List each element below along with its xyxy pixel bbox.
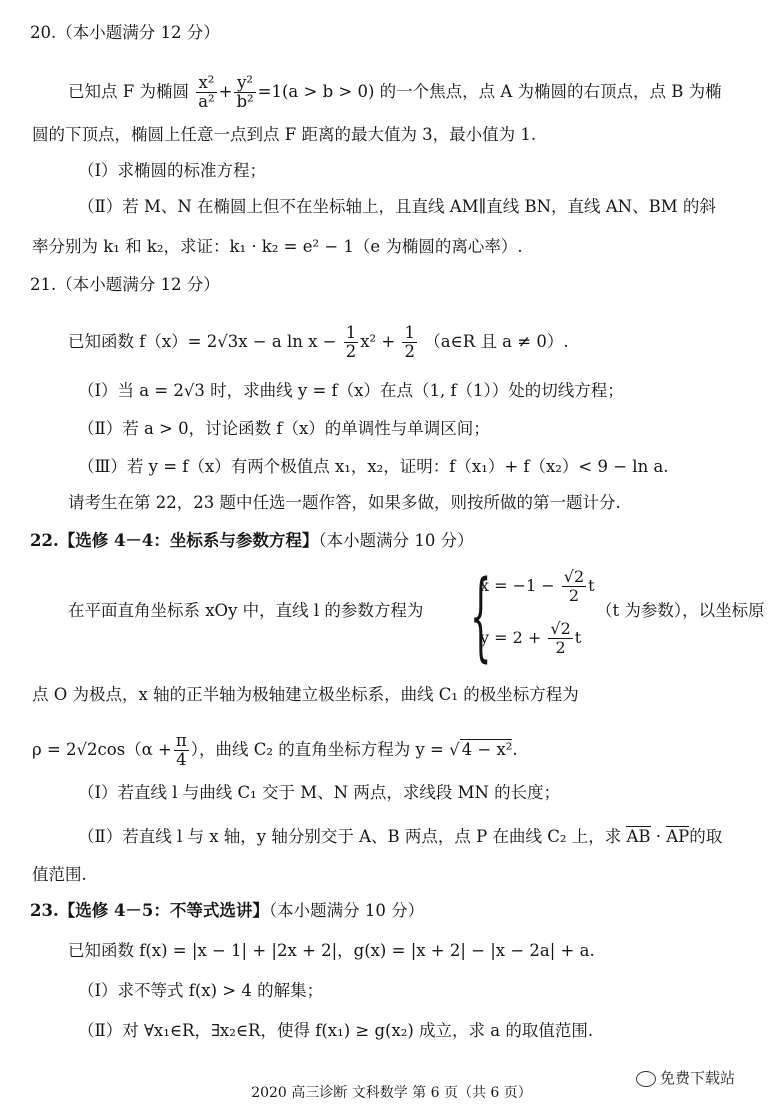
- q21-line1: 已知函数 f（x）= 2√3x − a ln x − $\frac{1}{2}$ x² + $\frac{1}{2}$ （a∈R 且 a ≠ 0）.: [68, 323, 569, 361]
- frac-sqrt2-2-a: $\frac{√2}{2}$: [563, 567, 585, 605]
- left-brace: {: [470, 560, 492, 672]
- q20-part2b: 率分别为 k₁ 和 k₂，求证：k₁ · k₂ = e² − 1（e 为椭圆的离心率）.: [32, 237, 523, 256]
- q20-title: 20.（本小题满分 12 分）: [30, 23, 220, 42]
- frac-sqrt2-2-b: $\frac{√2}{2}$: [550, 619, 571, 657]
- q20-part2a: （Ⅱ）若 M、N 在椭圆上但不在坐标轴上，且直线 AM∥直线 BN，直线 AN、BM 的斜: [78, 197, 716, 216]
- page-footer: 2020 高三诊断 文科数学 第 6 页（共 6 页）: [251, 1085, 532, 1101]
- q21-title: 21.（本小题满分 12 分）: [30, 275, 220, 294]
- q22-line3: ρ = 2√2cos（α + $\frac{\pi}{4}$ ），曲线 C₂ 的直角坐标方程为 y = √ 4 − x².: [32, 731, 518, 769]
- frac-half-b: $\frac{1}{2}$: [404, 323, 415, 361]
- frac-y2-b2: $\frac{\text{y²}}{\text{b²}}$: [236, 73, 254, 111]
- param-y-eq: y = 2 + $\frac{√2}{2}$ t: [480, 619, 582, 657]
- q22-line1-a: 在平面直角坐标系 xOy 中，直线 l 的参数方程为: [68, 601, 424, 620]
- watermark: 免费下载站: [636, 1067, 735, 1088]
- q21-note: 请考生在第 22，23 题中任选一题作答，如果多做，则按所做的第一题计分.: [68, 493, 621, 512]
- q22-line1-b: （t 为参数），以坐标原: [596, 601, 765, 620]
- q21-part1: （Ⅰ）当 a = 2√3 时，求曲线 y = f（x）在点（1, f（1））处的切线方程；: [78, 381, 624, 400]
- q23-part2: （Ⅱ）对 ∀x₁∈R，∃x₂∈R，使得 f(x₁) ≥ g(x₂) 成立，求 a 的取值范围.: [78, 1021, 594, 1040]
- q20-line2: 圆的下顶点，椭圆上任意一点到点 F 距离的最大值为 3，最小值为 1.: [32, 125, 537, 144]
- q22-part2-cont: 值范围.: [32, 865, 87, 884]
- param-x-eq: x = −1 − $\frac{√2}{2}$ t: [480, 567, 595, 605]
- q23-title: 23.【选修 4－5：不等式选讲】（本小题满分 10 分）: [30, 901, 425, 920]
- q22-title: 22.【选修 4－4：坐标系与参数方程】（本小题满分 10 分）: [30, 531, 474, 550]
- q22-part1: （Ⅰ）若直线 l 与曲线 C₁ 交于 M、N 两点，求线段 MN 的长度；: [78, 783, 561, 802]
- q23-part1: （Ⅰ）求不等式 f(x) > 4 的解集；: [78, 981, 324, 1000]
- frac-x2-a2: $\frac{\text{x²}}{\text{a²}}$: [198, 73, 215, 111]
- frac-half-a: $\frac{1}{2}$: [345, 323, 357, 361]
- q21-part3: （Ⅲ）若 y = f（x）有两个极值点 x₁，x₂，证明：f（x₁）+ f（x₂）< 9 − ln a.: [78, 457, 669, 476]
- q20-part1: （Ⅰ）求椭圆的标准方程；: [78, 161, 267, 180]
- q21-part2: （Ⅱ）若 a > 0，讨论函数 f（x）的单调性与单调区间；: [78, 419, 490, 438]
- vector-ab: AB: [626, 827, 651, 846]
- frac-pi-4: $\frac{\pi}{4}$: [175, 731, 187, 769]
- parametric-system: [470, 560, 595, 672]
- q22-part2: （Ⅱ）若直线 l 与 x 轴，y 轴分别交于 A、B 两点，点 P 在曲线 C₂ 上，求 AB · AP的取: [78, 827, 723, 846]
- q20-line1: 已知点 F 为椭圆 $\frac{\text{x²}}{\text{a²}}$ + $\frac{\text{y²}}{\text{b²}}$ =1(a > b > 0) 的一个焦点，点 A 为椭圆的右顶点，点 B 为椭: [68, 73, 722, 111]
- vector-ap: AP: [666, 827, 690, 846]
- q22-line2: 点 O 为极点，x 轴的正半轴为极轴建立极坐标系，曲线 C₁ 的极坐标方程为: [32, 685, 579, 704]
- q23-line1: 已知函数 f(x) = |x − 1| + |2x + 2|，g(x) = |x + 2| − |x − 2a| + a.: [68, 941, 595, 960]
